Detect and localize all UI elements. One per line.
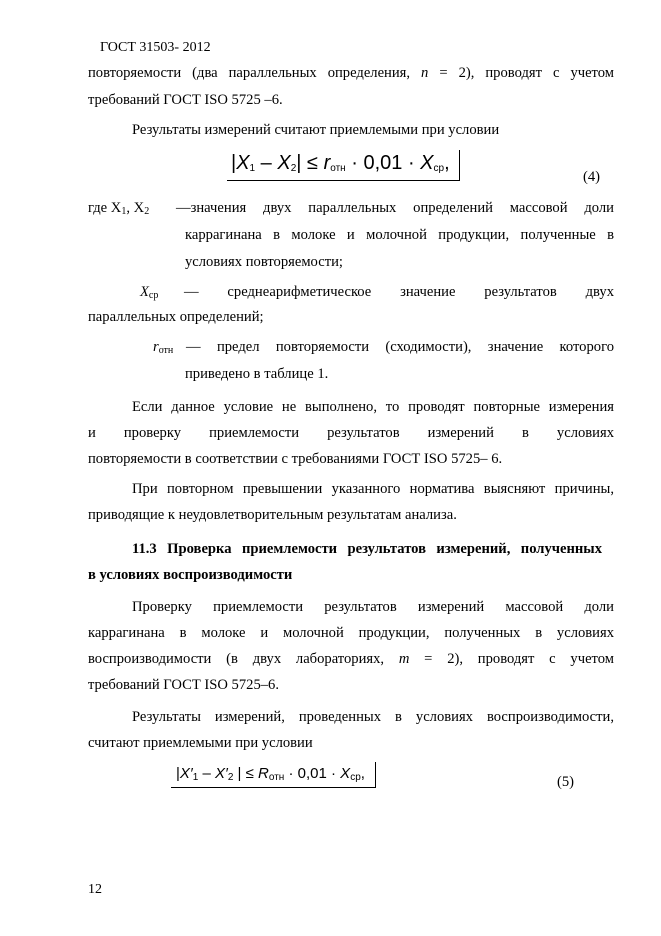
paragraph-line: повторяемости в соответствии с требованиями ГОСТ ISO 5725– 6.	[88, 451, 503, 467]
formula-5: $|X'_1 - X'_2$ | ≤ $R_{отн} \cdot 0,01 \cdot X_{ср}$,	[176, 765, 365, 783]
rotn-symbol: $r_{отн}$	[153, 339, 174, 356]
paragraph-line: каррагинана в молоке и молочной продукции, полученных в условиях	[88, 625, 614, 641]
page-header: ГОСТ 31503- 2012	[100, 40, 211, 55]
where-line: параллельных определений;	[88, 309, 264, 325]
paragraph-line: считают приемлемыми при условии	[88, 735, 313, 751]
paragraph-line: повторяемости (два параллельных определения, n = 2), проводят с учетом	[88, 65, 614, 81]
paragraph-line: требований ГОСТ ISO 5725 –6.	[88, 92, 283, 108]
formula-4: $|X_1 - X_2| \le r_{отн} \cdot 0,01 \cdot X_{ср}$,	[231, 152, 450, 174]
paragraph-line: приводящие к неудовлетворительным результатам анализа.	[88, 507, 457, 523]
paragraph-line: требований ГОСТ ISO 5725–6.	[88, 677, 279, 693]
paragraph-line: Проверку приемлемости результатов измерений массовой доли	[132, 599, 614, 615]
xcp-desc: — среднеарифметическое значение результатов двух	[184, 284, 614, 300]
equation-number-5: (5)	[557, 774, 575, 790]
xcp-symbol: $X_{ср}$	[140, 284, 159, 301]
where-line: приведено в таблице 1.	[185, 366, 329, 382]
where-desc: —значения двух параллельных определений массовой доли	[176, 200, 614, 216]
paragraph-line: Если данное условие не выполнено, то проводят повторные измерения	[132, 399, 614, 415]
section-heading: 11.3 Проверка приемлемости результатов измерений, полученных	[132, 541, 602, 557]
rotn-desc: — предел повторяемости (сходимости), значение которого	[186, 339, 614, 355]
where-line: условиях повторяемости;	[185, 254, 343, 270]
equation-number-4: (4)	[583, 169, 601, 185]
section-heading: в условиях воспроизводимости	[88, 567, 293, 583]
paragraph-line: При повторном превышении указанного норматива выясняют причины,	[132, 481, 614, 497]
paragraph-line: воспроизводимости (в двух лабораториях, m = 2), проводят с учетом	[88, 651, 614, 667]
paragraph-line: Результаты измерений считают приемлемыми при условии	[132, 122, 500, 138]
paragraph-line: Результаты измерений, проведенных в условиях воспроизводимости,	[132, 709, 614, 725]
paragraph-line: и проверку приемлемости результатов измерений в условиях	[88, 425, 614, 441]
page-number: 12	[88, 882, 102, 897]
where-line: где $X_1$, $X_2$	[88, 200, 150, 217]
where-line: каррагинана в молоке и молочной продукции, полученные в	[185, 227, 614, 243]
